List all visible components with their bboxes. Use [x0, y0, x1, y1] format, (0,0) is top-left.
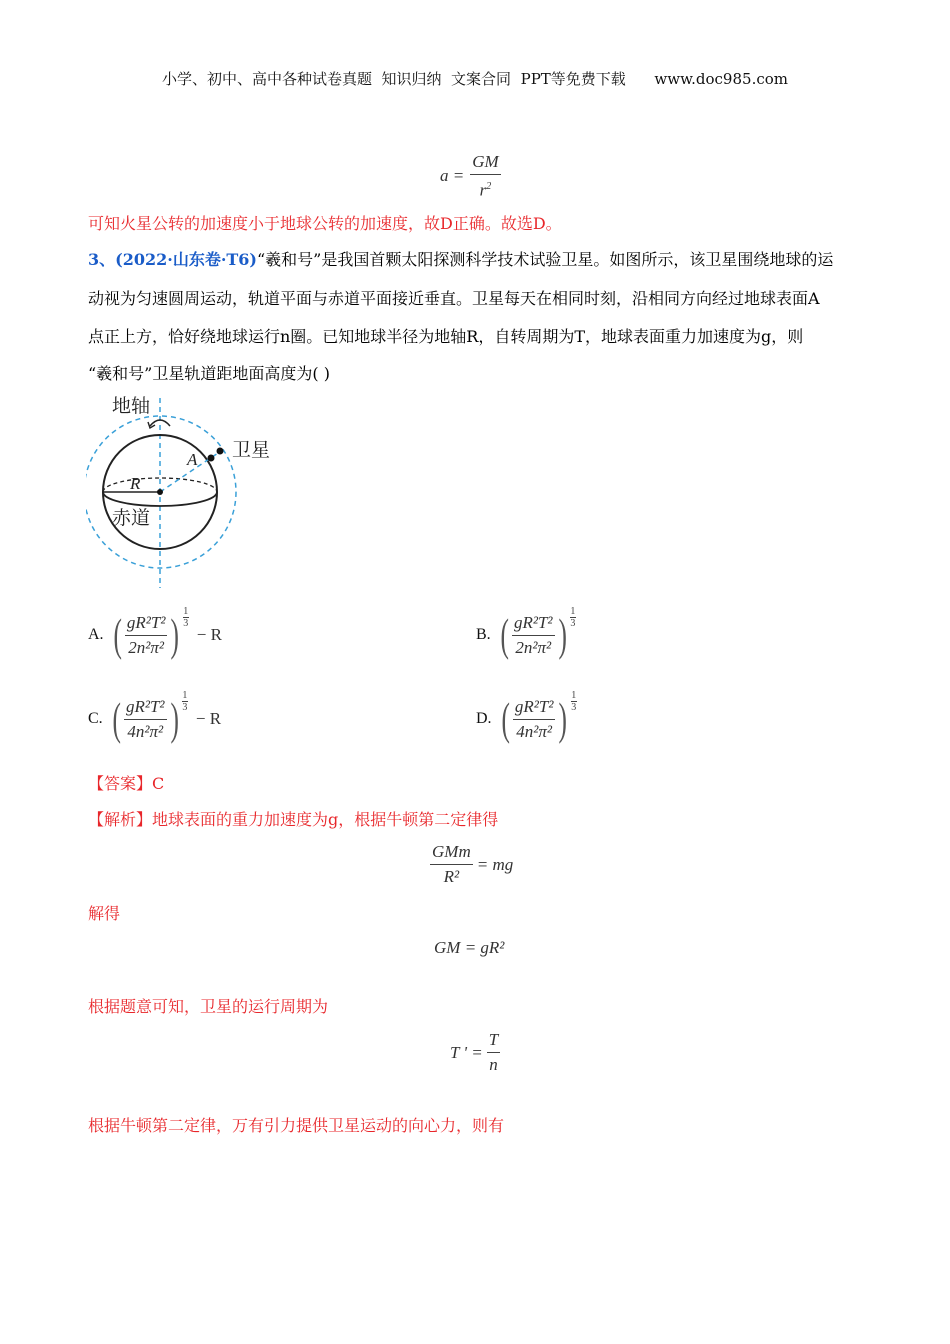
pow-den: 3 [571, 702, 577, 713]
pow-num: 1 [182, 690, 188, 701]
right-paren: ) [557, 609, 567, 660]
right-paren: ) [170, 609, 180, 660]
satellite-dot [217, 448, 224, 455]
pow-num: 1 [570, 606, 576, 617]
question-line-1 [88, 250, 833, 270]
right-paren: ) [169, 693, 179, 744]
eq3-den: n [489, 1055, 498, 1074]
satellite-label: 卫星 [232, 439, 271, 461]
formula-lhs: a = [440, 166, 465, 186]
formula-denominator [478, 175, 494, 201]
option-d-label: D. [476, 710, 492, 727]
eq1-rhs: = mg [476, 854, 514, 874]
question-source: (2022·山东卷·T6) [115, 250, 257, 269]
analysis-text: 地球表面的重力加速度为g，根据牛顿第二定律得 [152, 810, 499, 829]
eq1-fraction [430, 842, 473, 887]
option-a-formula [110, 606, 222, 660]
option-b-formula [497, 606, 576, 660]
option-a-den: 2n²π² [128, 637, 165, 657]
axis-label: 地轴 [112, 395, 151, 417]
pow-num: 1 [183, 606, 189, 617]
newton-text: 根据牛顿第二定律，万有引力提供卫星运动的向心力，则有 [88, 1116, 505, 1135]
option-c-label: C. [88, 710, 103, 727]
option-d-fraction [513, 697, 556, 742]
left-paren: ( [501, 693, 510, 744]
point-a-dot [208, 455, 215, 462]
option-c-den: 4n²π² [127, 721, 164, 741]
equation-period [450, 1030, 500, 1075]
conclusion-text: 可知火星公转的加速度小于地球公转的加速度，故D正确。故选D。 [88, 214, 562, 233]
option-b-power [570, 606, 576, 629]
answer-tag: 【答案】 [88, 774, 153, 793]
radius-label: R [130, 474, 141, 493]
question-line-2: 动视为匀速圆周运动，轨道平面与赤道平面接近垂直。卫星每天在相同时刻，沿相同方向经过地球表面A [88, 289, 820, 308]
question-line-3: 点正上方，恰好绕地球运行n圈。已知地球半径为地轴R，自转周期为T，地球表面重力加速度为g，则 [88, 327, 804, 346]
formula-numerator: GM [470, 152, 500, 175]
page-header: 小学、初中、高中各种试卷真题 知识归纳 文案合同 PPT等免费下载 www.doc985.com [161, 70, 788, 88]
option-c-power [182, 690, 188, 713]
right-paren: ) [558, 693, 568, 744]
eq3-num: T [487, 1030, 500, 1053]
option-a-label: A. [88, 626, 104, 643]
option-a-power [183, 606, 189, 629]
formula-acceleration [440, 152, 501, 201]
pow-den: 3 [182, 702, 188, 713]
eq3-fraction [487, 1030, 500, 1075]
left-paren: ( [500, 609, 509, 660]
eq1-num: GMm [430, 842, 473, 865]
option-c-tail: − R [195, 709, 222, 728]
pow-den: 3 [570, 618, 576, 629]
answer-value: C [152, 774, 165, 793]
option-c-num: gR²T² [124, 697, 167, 720]
earth-center-dot [157, 489, 163, 495]
earth-satellite-diagram [86, 392, 286, 592]
option-d[interactable] [476, 690, 577, 744]
point-a-label: A [187, 450, 198, 469]
option-c-formula [109, 690, 222, 744]
pow-num: 1 [571, 690, 577, 701]
eq1-den: R² [443, 867, 460, 886]
option-d-power [571, 690, 577, 713]
option-b-fraction [512, 613, 555, 658]
option-a-fraction [125, 613, 168, 658]
option-c-fraction [124, 697, 167, 742]
eq3-lhs: T ' = [450, 1042, 483, 1062]
option-b-label: B. [476, 626, 491, 643]
solve-text: 解得 [88, 904, 121, 923]
equation-gm: GM = gR² [434, 938, 505, 957]
option-d-formula [498, 690, 577, 744]
option-b-num: gR²T² [512, 613, 555, 636]
left-paren: ( [112, 693, 121, 744]
option-c[interactable] [88, 690, 222, 744]
equator-label: 赤道 [112, 507, 151, 529]
option-b-den: 2n²π² [515, 637, 552, 657]
option-a-num: gR²T² [125, 613, 168, 636]
option-d-num: gR²T² [513, 697, 556, 720]
question-line-4: “羲和号”卫星轨道距地面高度为( ) [88, 364, 330, 383]
left-paren: ( [113, 609, 122, 660]
option-b[interactable] [476, 606, 576, 660]
pow-den: 3 [183, 618, 189, 629]
equation-gravity [430, 842, 513, 887]
question-text-1: “羲和号”是我国首颗太阳探测科学技术试验卫星。如图所示，该卫星围绕地球的运 [257, 250, 834, 269]
option-a-tail: − R [196, 625, 222, 644]
question-number: 3、 [88, 250, 116, 269]
den-sup: 2 [486, 181, 492, 192]
option-a[interactable] [88, 606, 222, 660]
formula-fraction [470, 152, 500, 201]
option-d-den: 4n²π² [516, 721, 553, 741]
period-text: 根据题意可知，卫星的运行周期为 [88, 997, 329, 1016]
den-base: r [479, 180, 487, 200]
analysis-tag: 【解析】 [88, 810, 153, 829]
analysis-line [88, 810, 498, 830]
answer-line [88, 774, 164, 794]
